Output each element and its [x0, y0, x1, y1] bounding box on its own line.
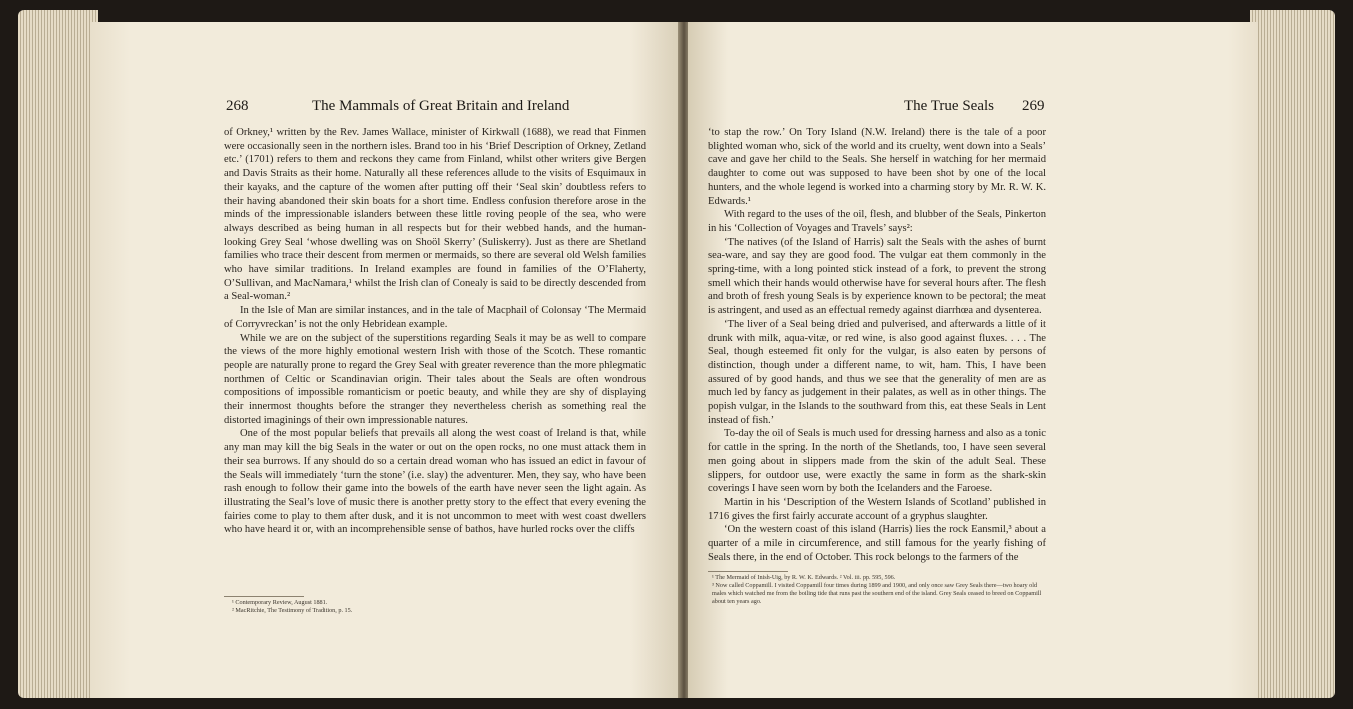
right-paragraph: With regard to the uses of the oil, flesh, and blubber of the Seals, Pinkerton in his ‘Collection of Voyages and Travels’ says²: — [708, 209, 1046, 234]
right-paragraph: Martin in his ‘Description of the Western Islands of Scotland’ published in 1716 gives the first fairly accurate account of a gryphus slaughter. — [708, 496, 1046, 522]
right-page-number: 269 — [1022, 98, 1045, 114]
right-footnote-rule — [708, 571, 788, 572]
left-page-number: 268 — [226, 98, 249, 114]
left-page-body — [224, 126, 646, 537]
right-paragraph: To-day the oil of Seals is much used for dressing harness and also as a tonic for cattle in the spring. In the north of the Shetlands, too, I have seen several men going about in slippers made from the skin of the adult Seal. These slippers, for outdoor use, were exactly the same in form as the shark-skin coverings I have seen worn by both the Icelanders and the Faroese. — [708, 428, 1046, 495]
right-footnote: ³ Now called Coppamill. I visited Coppamill four times during 1899 and 1900, and only once saw Grey Seals there—two hoary old males which watched me from the boiling tide that runs past the southern end of the island. Grey Seals ceased to breed on Coppamill about ten years ago. — [712, 582, 1042, 605]
left-paragraph: of Orkney,¹ written by the Rev. James Wallace, minister of Kirkwall (1688), we read that Finmen were occasionally seen in the northern isles. Brand too in his ‘Brief Description of Orkney, Zetland etc.’ (1701) refers to them and reckons they came from Finland, whilst other writers give Bergen and Davis Straits as their home. Naturally all these references allude to the visits of Esquimaux in their kayaks, and the capture of the women after putting off their ‘Seal skin’ doubtless refers to their having abandoned their skin boats for a short time. Endless confusion therefore arose in the minds of the impressionable islanders between these little roving people of the sea, who were always described as being human in all respects but for their webbed hands, and the human-looking Grey Seal ‘whose dwelling was on Shoöl Skerry’ (Suliskerry). Just as there are Shetland families who trace their descent from mermen or mermaids, so there are several old Welsh families who have similar traditions. In Ireland examples are found in families of the O’Flaherty, O’Sullivan, and MacNamara,¹ whilst the Irish clan of Conealy is said to be directly descended from a Seal-woman.² — [224, 127, 646, 303]
right-paragraph: ‘On the western coast of this island (Harris) lies the rock Eansmil,³ about a quarter of a mile in circumference, and still famous for the yearly fishing of Seals there, in the end of October. This rock belongs to the farmers of the — [708, 524, 1046, 563]
left-paragraph: While we are on the subject of the superstitions regarding Seals it may be as well to compare the views of the more highly emotional western Irish with those of the Scotch. These romantic people are naturally prone to regard the Grey Seal with greater reverence than the more phlegmatic northmen of Celtic or Scandinavian origin. Their tales about the Seals are often wondrous compositions of impossible romanticism or poetic beauty, and while they are shy of displaying their innermost thoughts before the stranger they nevertheless cherish as something real the distorted imaginings of their own impressionable natures. — [224, 332, 646, 426]
right-page-body — [708, 126, 1046, 565]
right-paragraph: ‘The natives (of the Island of Harris) salt the Seals with the ashes of burnt sea-ware, and say they are good food. The vulgar eat them commonly in the spring-time, with a long pointed stick instead of a fork, to prevent the strong smell which their hands would otherwise have for several hours after. The flesh and broth of fresh young Seals is by experience known to be pectoral; the meat is astringent, and used as an effectual remedy against diarrhœa and dysenterea. — [708, 236, 1046, 317]
left-running-head: The Mammals of Great Britain and Ireland — [312, 98, 570, 114]
right-footnote: ¹ The Mermaid of Inish-Uig, by R. W. K. Edwards. ² Vol. iii. pp. 595, 596. — [712, 574, 896, 581]
right-paragraph: ‘The liver of a Seal being dried and pulverised, and afterwards a little of it drunk with milk, aqua-vitæ, or red wine, is also good against fluxes. . . . The Seal, though esteemed fit only for the vulgar, is also eaten by persons of distinction, though under a different name, to wit, ham. This, I have been assured of by good hands, and thus we see that the generality of men are as much led by fancy as judgement in their palates, as well as in other things. The popish vulgar, in the Islands to the southward from this, eat these Seals in Lent instead of fish.’ — [708, 318, 1046, 426]
left-paragraph: One of the most popular beliefs that prevails all along the west coast of Ireland is that, while any man may kill the big Seals in the water or out on the open rocks, no one must attack them in their sea burrows. If any should do so a certain dread woman who has issued an edict in favour of the Seals will immediately ‘turn the stone’ (i.e. slay) the adventurer. Men, they say, who have been rash enough to follow their game into the bowels of the earth have never seen the light again. As illustrating the Seal’s love of music there is another pretty story to the effect that every evening the fairies come to play to them after dusk, and it is not uncommon to meet with west coast dwellers who have heard it or, with an incomprehensible sense of bathos, have hurled rocks over the cliffs — [224, 428, 646, 536]
left-footnote-rule — [224, 596, 304, 597]
right-page-edges — [1250, 10, 1335, 698]
right-running-head: The True Seals — [904, 98, 994, 114]
left-paragraph: In the Isle of Man are similar instances, and in the tale of Macphail of Colonsay ‘The Mermaid of Corryvreckan’ is not the only Hebridean example. — [224, 305, 646, 330]
left-footnote: ² MacRitchie, The Testimony of Tradition, p. 15. — [232, 607, 353, 614]
left-footnotes — [232, 599, 642, 615]
left-page-edges — [18, 10, 98, 698]
right-paragraph: ‘to stap the row.’ On Tory Island (N.W. Ireland) there is the tale of a poor blighted woman who, sick of the world and its cruelty, went down into a Seals’ cave and gave her child to the Seals. She herself in watching for her mermaid daughter to come out was supposed to have been shot by one of the local hunters, and the whole legend is worked into a charming story by Mr. R. W. K. Edwards.¹ — [708, 127, 1046, 207]
left-footnote: ¹ Contemporary Review, August 1881. — [232, 599, 328, 606]
right-footnotes — [712, 574, 1046, 606]
